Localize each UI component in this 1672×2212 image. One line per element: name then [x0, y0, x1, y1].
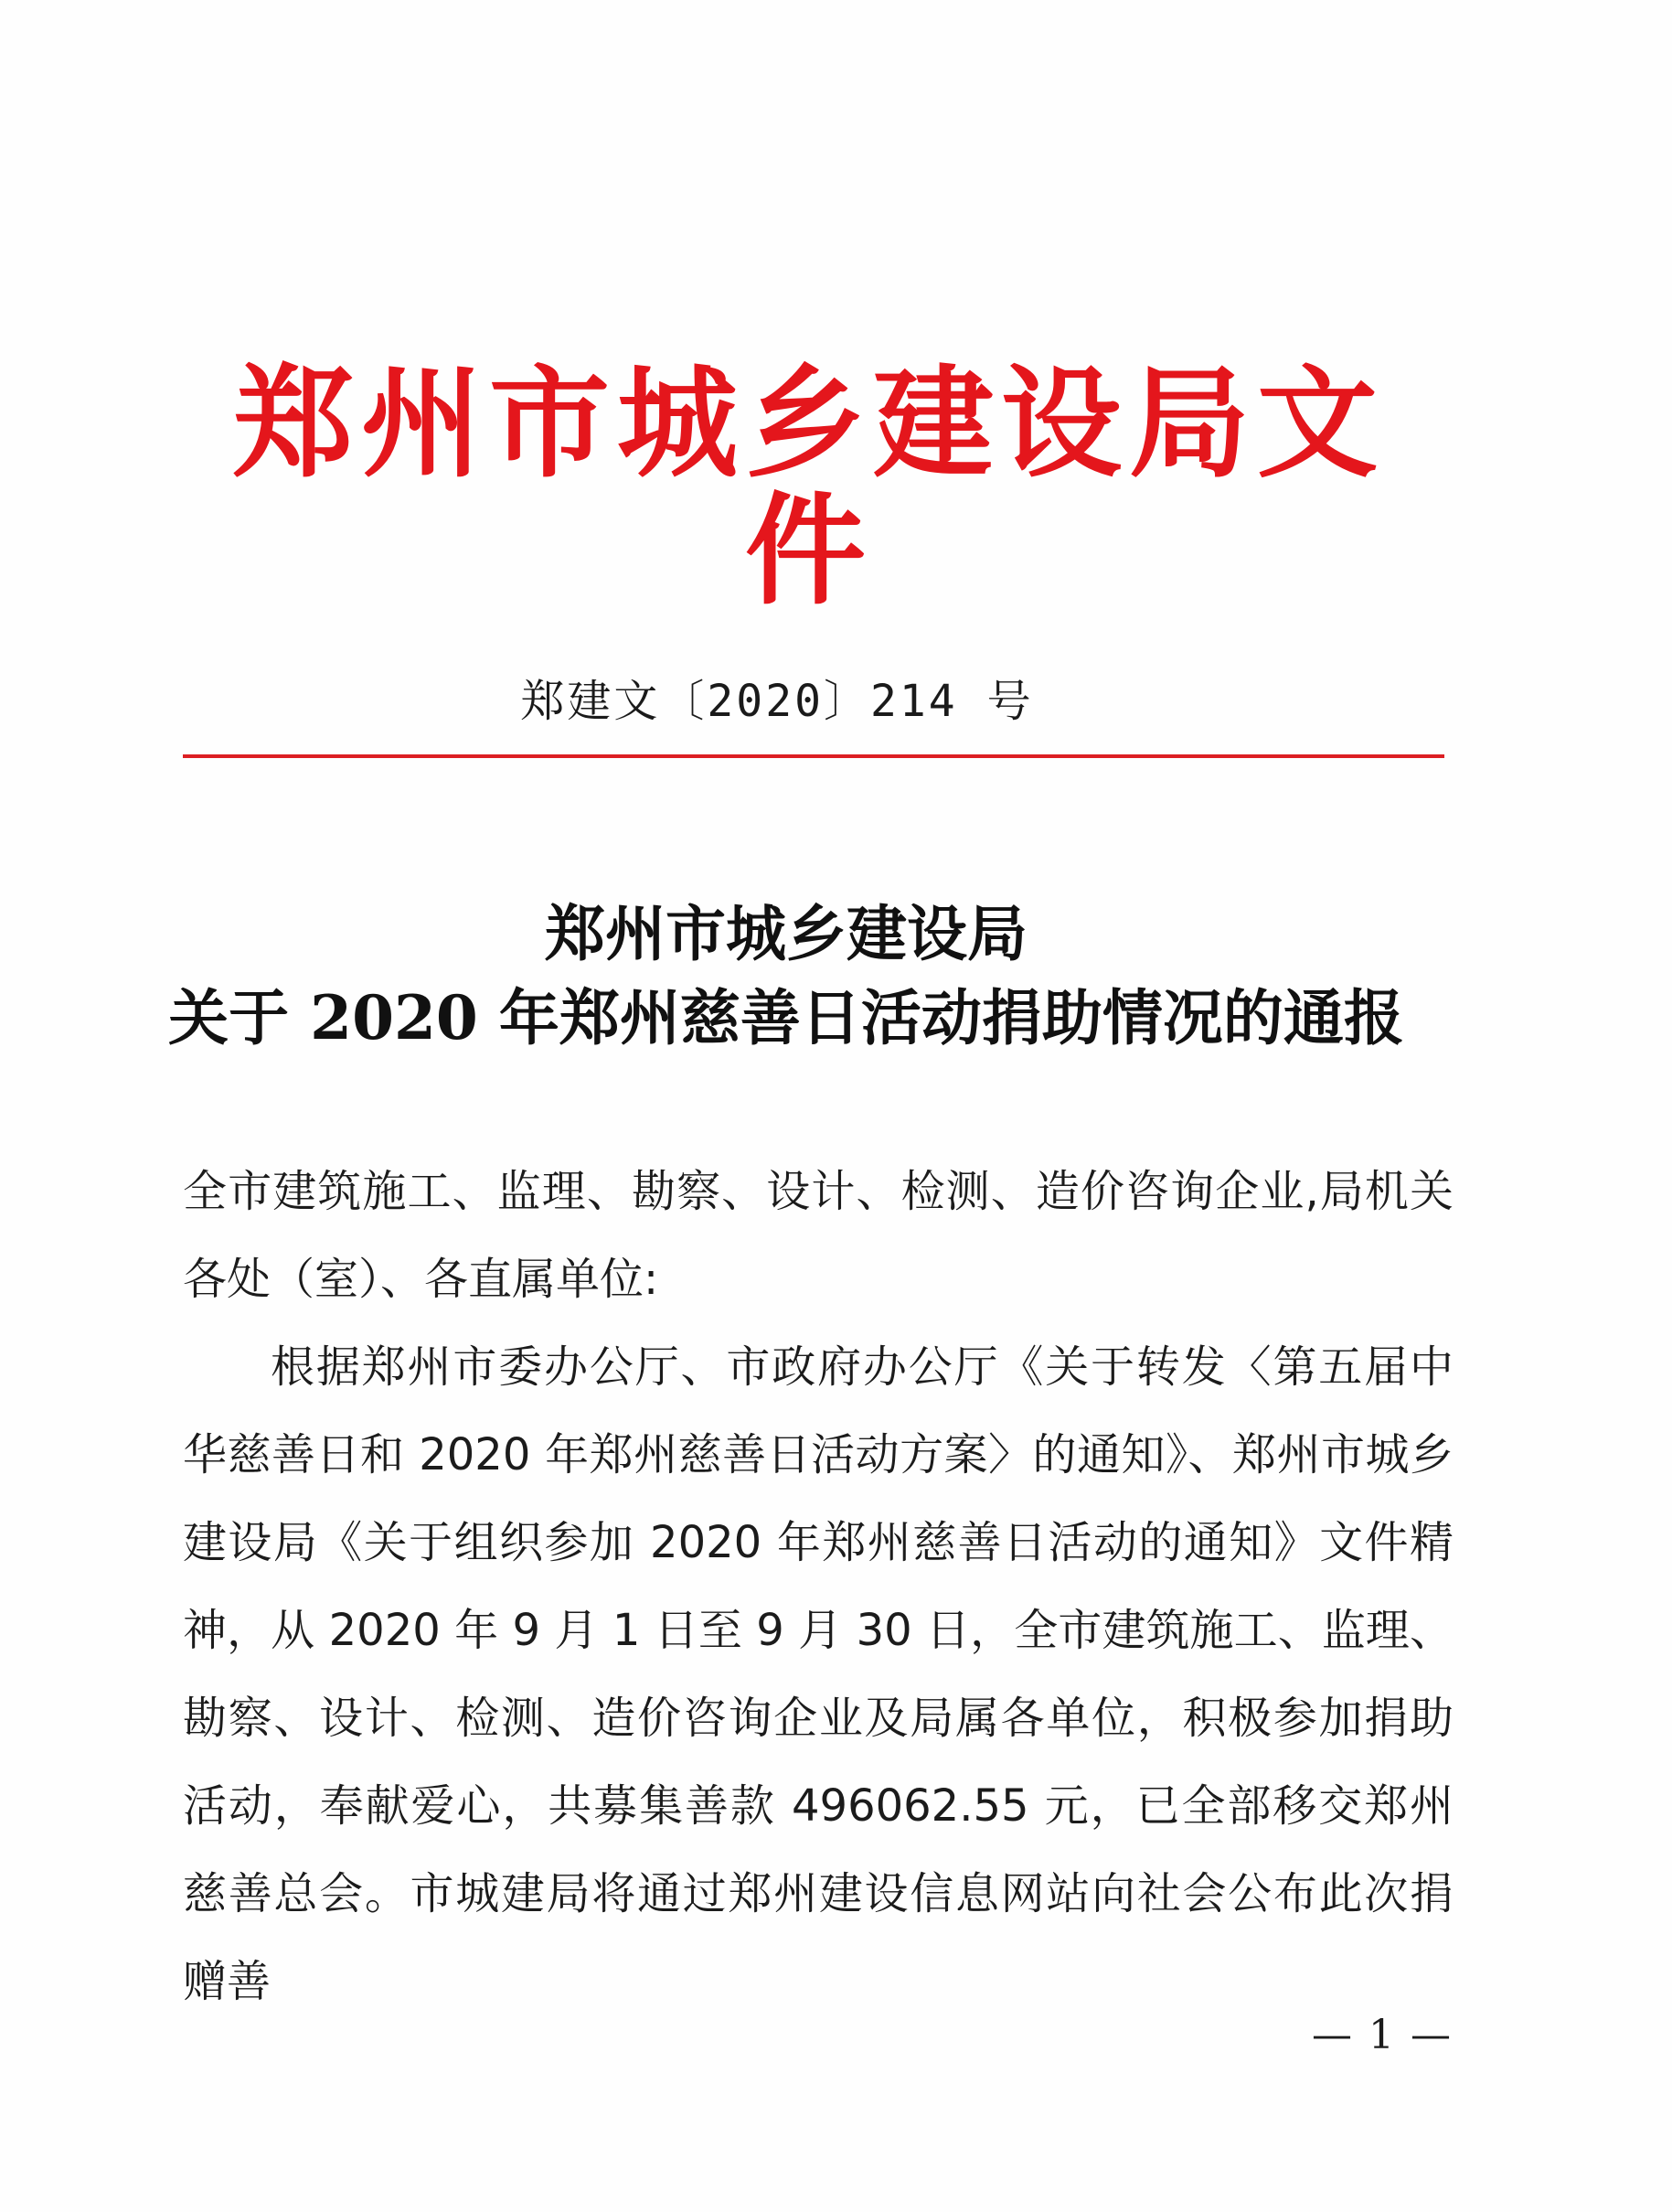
title-line-2: 关于 2020 年郑州慈善日活动捐助情况的通报	[168, 982, 1404, 1054]
body-paragraph: 根据郑州市委办公厅、市政府办公厅《关于转发〈第五届中华慈善日和 2020 年郑州慈善日活动方案〉的通知》、郑州市城乡建设局《关于组织参加 2020 年郑州慈善日活动的通知》文件精神，从 2020 年 9 月 1 日至 9 月 30 日，全市建筑施工、监理、勘察、设计、检测、造价咨询企业及局属各单位，积极参加捐助活动，奉献爱心，共募集善款 496062.55 元，已全部移交郑州慈善总会。市城建局将通过郑州建设信息网站向社会公布此次捐赠善	[183, 1341, 1454, 2007]
document-title	[128, 892, 1444, 1061]
page-number: — 1 —	[1312, 2012, 1453, 2058]
red-divider-line	[183, 754, 1444, 758]
document-number: 郑建文〔2020〕214 号	[520, 676, 1034, 727]
issuer-masthead: 郑州市城乡建设局文件	[233, 353, 1385, 622]
title-line-1: 郑州市城乡建设局	[545, 898, 1028, 969]
addressee-paragraph: 全市建筑施工、监理、勘察、设计、检测、造价咨询企业,局机关各处（室）、各直属单位:	[183, 1166, 1454, 1305]
document-body	[183, 1148, 1454, 2025]
